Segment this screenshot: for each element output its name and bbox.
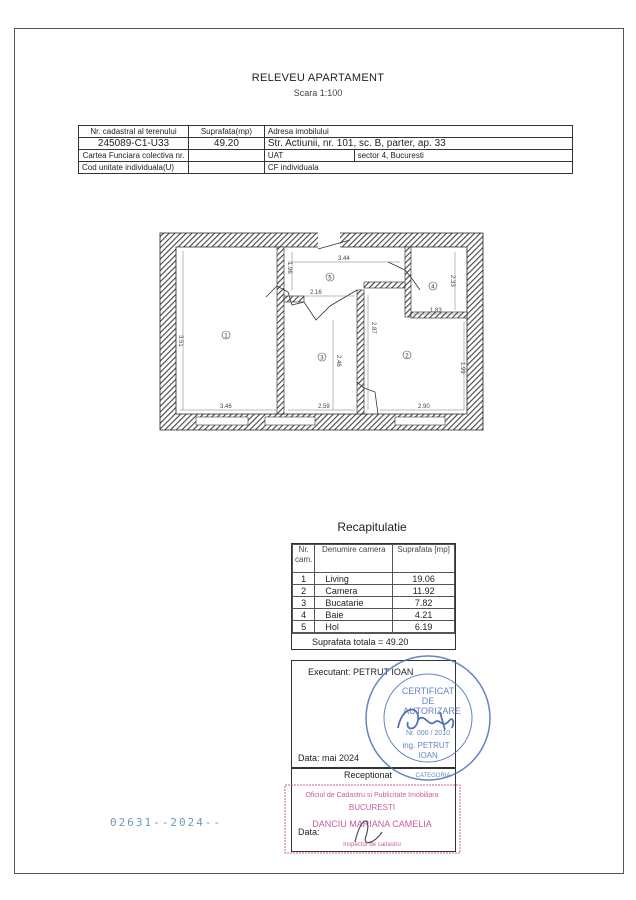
room-number-5: 5 [328, 275, 332, 282]
row-nr: 1 [293, 573, 315, 585]
room-number-4: 4 [431, 284, 435, 291]
dim-hall-height: 1.96 [286, 262, 292, 274]
cf-individual-label: CF individuala [264, 162, 572, 174]
cadastral-value: 245089-C1-U33 [79, 138, 189, 150]
receptionat-label: Receptionat [344, 770, 393, 780]
receptionat-date: Data: [298, 827, 320, 837]
dim-bath-height: 2.33 [449, 275, 455, 287]
row-area: 6.19 [393, 621, 455, 633]
row-nr: 3 [293, 597, 315, 609]
dim-room-width: 2.90 [418, 404, 430, 410]
dim-kitchen-width: 2.59 [318, 404, 330, 410]
cf-collective-label: Cartea Funciara colectiva nr. [79, 150, 189, 162]
uat-value: sector 4, Bucuresti [354, 150, 572, 162]
surface-label: Suprafata(mp) [188, 126, 264, 138]
address-value: Str. Actiunii, nr. 101, sc. B, parter, ap. 33 [264, 138, 572, 150]
stamp-line-3: AUTORIZARE [403, 706, 461, 716]
stamp-line-4: Nr. 000 / 2010 [406, 730, 450, 737]
row-area: 7.82 [393, 597, 455, 609]
address-label: Adresa imobilului [264, 126, 572, 138]
row-area: 11.92 [393, 585, 455, 597]
row-name: Baie [315, 609, 393, 621]
row-nr: 4 [293, 609, 315, 621]
dim-room-height: 2.87 [370, 322, 376, 334]
stamp-line-5: ing. PETRUT [402, 741, 450, 750]
registration-number: 02631--2024-- [110, 816, 223, 829]
dim-kitchen-height: 2.46 [335, 355, 341, 367]
dim-bath-width: 1.83 [430, 308, 442, 314]
recap-header-area: Suprafata [mp] [393, 545, 455, 573]
executant-date: Data: mai 2024 [298, 753, 360, 763]
stamp-line-1: CERTIFICAT [401, 686, 455, 696]
scale-label: Scara 1:100 [293, 88, 343, 98]
ocpi-line-1: Oficiul de Cadastru si Publicitate Imobiliara [305, 792, 439, 799]
cod-unitate-label: Cod unitate individuala(U) [79, 162, 189, 174]
row-nr: 5 [293, 621, 315, 633]
recap-total: Suprafata totala = 49.20 [292, 633, 455, 649]
uat-label: UAT [264, 150, 354, 162]
recap-title: Recapitulatie [337, 520, 407, 534]
row-nr: 2 [293, 585, 315, 597]
ocpi-line-3: DANCIU MARIANA CAMELIA [312, 819, 432, 829]
row-name: Bucatarie [315, 597, 393, 609]
document-title: RELEVEU APARTAMENT [251, 72, 385, 84]
stamp-line-6: IOAN [418, 751, 438, 760]
room-number-2: 2 [405, 353, 409, 360]
stamp-line-2: DE [421, 696, 435, 706]
ocpi-line-4: Inspector de cadastru [343, 842, 401, 848]
dim-living-height: 3.51 [177, 335, 183, 347]
row-area: 4.21 [393, 609, 455, 621]
dim-room-right: 1.99 [459, 362, 465, 374]
row-name: Camera [315, 585, 393, 597]
dim-living-width: 3.46 [220, 404, 232, 410]
ocpi-line-2: BUCURESTI [348, 803, 396, 812]
executant-label: Executant: PETRUT IOAN [308, 667, 414, 677]
ocpi-stamp [285, 785, 460, 853]
recap-header-nr: Nr. cam. [293, 545, 315, 573]
row-name: Living [315, 573, 393, 585]
recap-header-name: Denumire camera [315, 545, 393, 573]
row-name: Hol [315, 621, 393, 633]
stamp-bottom: CATEGORIA [415, 773, 451, 779]
row-area: 19.06 [393, 573, 455, 585]
dim-hall-width: 3.44 [338, 256, 350, 262]
dim-hall-inner: 2.16 [310, 290, 322, 296]
authorization-stamp [366, 656, 490, 780]
cadastral-label: Nr. cadastral al terenului [79, 126, 189, 138]
room-number-1: 1 [224, 333, 228, 340]
surface-value: 49.20 [188, 138, 264, 150]
room-number-3: 3 [320, 355, 324, 362]
